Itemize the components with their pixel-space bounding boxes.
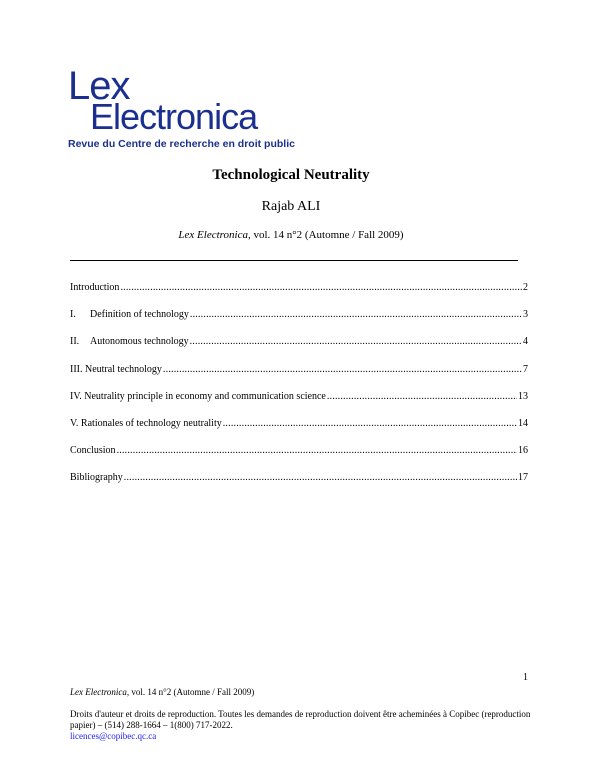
citation-journal: Lex Electronica (178, 229, 248, 241)
toc-label: Introduction (70, 282, 120, 293)
toc-leader-dots (163, 364, 522, 375)
toc-entry-neutral[interactable] (70, 364, 528, 391)
footer-journal: Lex Electronica (70, 687, 127, 697)
toc-page-number: 3 (523, 309, 528, 321)
copyright-notice: Droits d'auteur et droits de reproduction. Toutes les demandes de reproduction doivent être acheminées à Copibec (reproduction papier) – (514) 288-1664 – 1(800) 717-2022. (70, 709, 531, 730)
toc-leader-dots (223, 418, 517, 429)
toc-leader-dots (190, 336, 522, 347)
title-divider (70, 260, 518, 261)
toc-entry-bibliography[interactable] (70, 472, 528, 499)
toc-page-number: 7 (523, 363, 528, 375)
toc-page-number: 14 (518, 417, 528, 429)
footer-details: , vol. 14 n°2 (Automne / Fall 2009) (126, 687, 255, 697)
toc-leader-dots (124, 472, 517, 483)
toc-leader-dots (190, 309, 522, 320)
document-citation (0, 229, 582, 241)
toc-leader-dots (327, 391, 517, 402)
toc-label: IV. Neutrality principle in economy and communication science (70, 390, 326, 402)
toc-entry-definition[interactable] (70, 309, 528, 336)
toc-page-number: 17 (518, 472, 528, 484)
logo-lex-text: Lex (68, 64, 130, 108)
toc-label: Conclusion (70, 445, 116, 457)
contact-email-link[interactable]: licences@copibec.qc.ca (70, 731, 157, 741)
toc-entry-conclusion[interactable] (70, 445, 528, 472)
toc-section-number: II. (70, 336, 80, 348)
toc-section-number: I. (70, 309, 76, 321)
logo-electronica-text: Electronica (90, 96, 258, 137)
toc-label: Bibliography (70, 472, 123, 484)
toc-page-number: 13 (518, 390, 528, 402)
toc-title: Definition of technology (90, 309, 189, 321)
table-of-contents (70, 282, 528, 500)
toc-page-number: 4 (523, 336, 528, 348)
toc-leader-dots (120, 282, 522, 293)
toc-entry-autonomous[interactable] (70, 336, 528, 363)
citation-details: , vol. 14 n°2 (Automne / Fall 2009) (247, 229, 404, 241)
toc-leader-dots (117, 445, 517, 456)
toc-page-number: 2 (523, 282, 528, 293)
toc-page-number: 16 (518, 445, 528, 457)
toc-entry-introduction[interactable] (70, 282, 528, 309)
toc-entry-neutrality-principle[interactable] (70, 391, 528, 418)
toc-label: III. Neutral technology (70, 363, 162, 375)
page-number: 1 (523, 672, 528, 683)
document-title: Technological Neutrality (212, 167, 370, 183)
document-author: Rajab ALI (261, 199, 321, 214)
toc-label: V. Rationales of technology neutrality (70, 417, 222, 429)
toc-entry-rationales[interactable] (70, 418, 528, 445)
toc-title: Autonomous technology (90, 336, 189, 348)
toc-label (70, 309, 189, 320)
logo-tagline: Revue du Centre de recherche en droit public (68, 138, 295, 150)
toc-label (70, 336, 189, 347)
footer-citation (70, 687, 254, 697)
